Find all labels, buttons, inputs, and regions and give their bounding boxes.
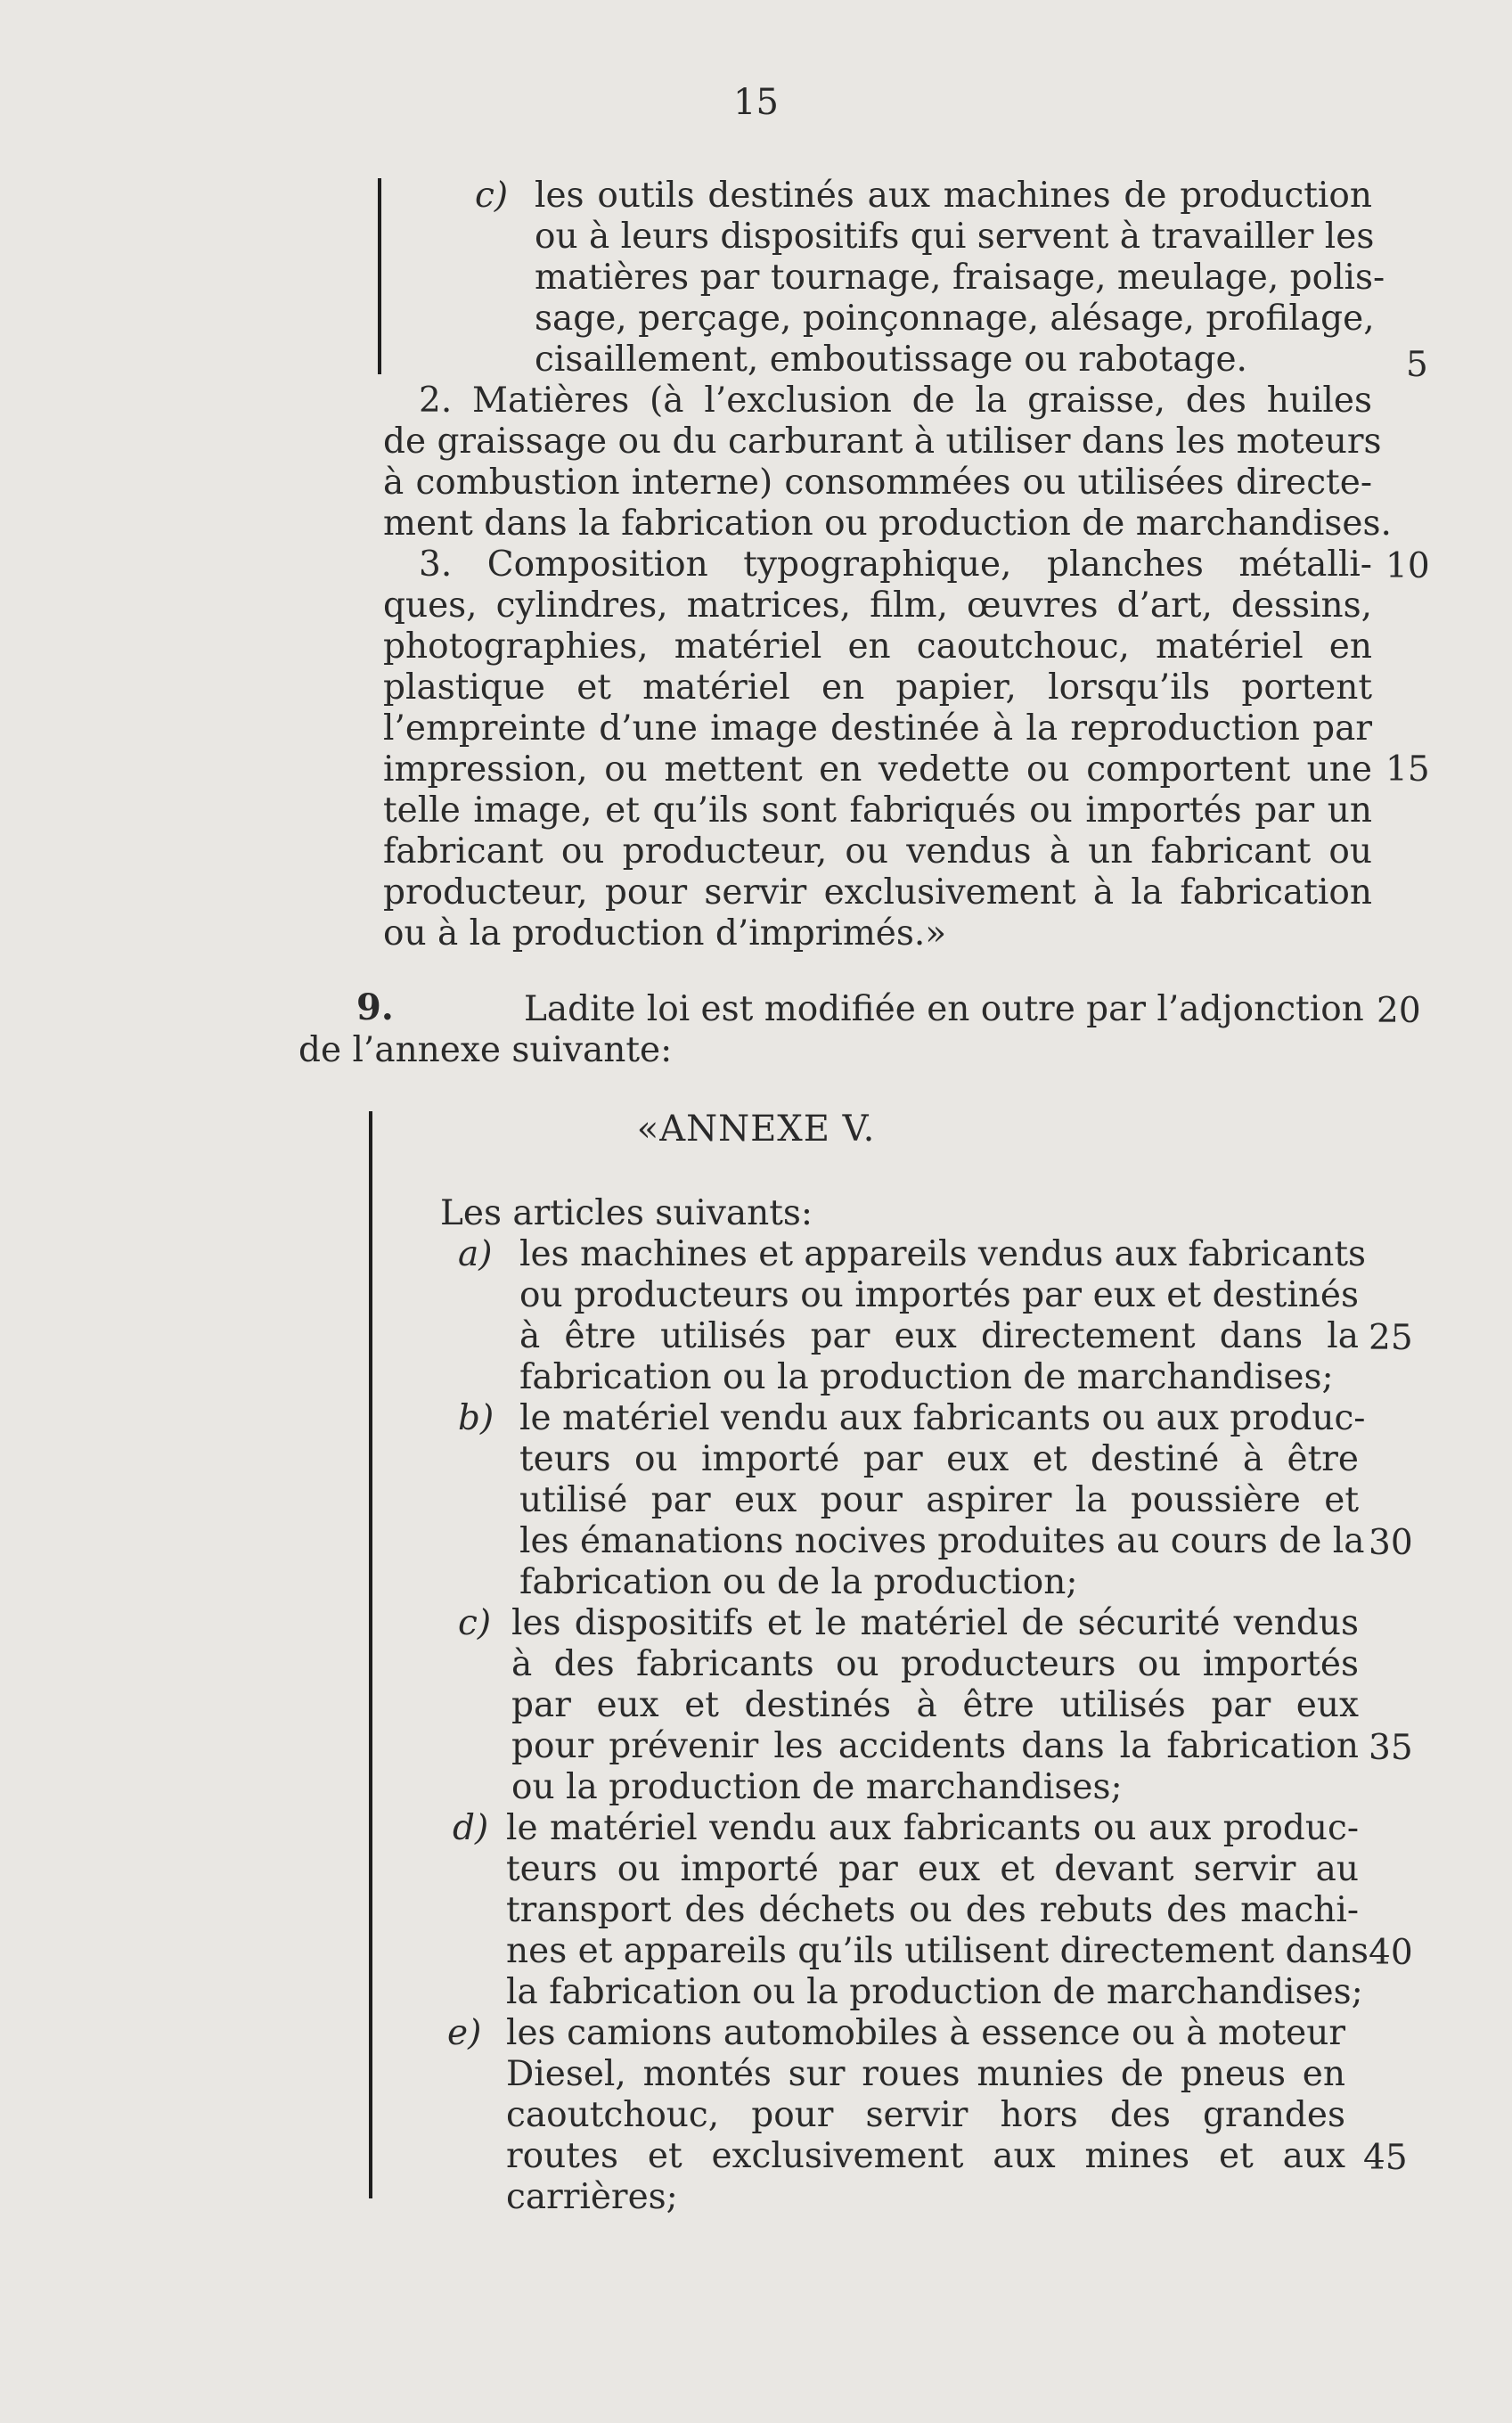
change-bar-top — [378, 178, 381, 374]
text-line: les outils destinés aux machines de production — [535, 176, 1372, 216]
line-number: 5 — [1406, 345, 1428, 385]
text-line: ou à la production d’imprimés.» — [383, 913, 947, 954]
text-line: de graissage ou du carburant à utiliser dans les moteurs — [383, 422, 1382, 462]
text-line: teurs ou importé par eux et devant servir au — [506, 1849, 1359, 1889]
text-line: le matériel vendu aux fabricants ou aux produc- — [519, 1398, 1366, 1438]
text-line: le matériel vendu aux fabricants ou aux produc- — [506, 1808, 1359, 1848]
line-number: 25 — [1369, 1318, 1413, 1358]
text-line: à des fabricants ou producteurs ou importés — [511, 1644, 1359, 1684]
page-number: 15 — [733, 82, 779, 123]
line-number: 40 — [1369, 1933, 1413, 1973]
line-number: 10 — [1385, 546, 1430, 586]
text-line: pour prévenir les accidents dans la fabrication — [511, 1726, 1359, 1766]
text-line: à combustion interne) consommées ou utilisées directe- — [383, 462, 1372, 503]
item-e-label: e) — [447, 2013, 482, 2053]
text-line: 3. Composition typographique, planches métalli- — [419, 544, 1372, 585]
line-number: 35 — [1369, 1728, 1413, 1768]
text-line: producteur, pour servir exclusivement à la fabrication — [383, 872, 1372, 913]
text-line: la fabrication ou la production de marchandises; — [506, 1972, 1363, 2012]
section-number: 9. — [356, 986, 394, 1028]
text-line: ment dans la fabrication ou production de marchandises. — [383, 503, 1392, 544]
text-line: teurs ou importé par eux et destiné à être — [519, 1439, 1359, 1479]
text-line: plastique et matériel en papier, lorsqu’ils portent — [383, 667, 1372, 708]
item-c2-label: c) — [458, 1603, 492, 1643]
text-line: à être utilisés par eux directement dans la — [519, 1316, 1359, 1356]
item-b-label: b) — [458, 1398, 494, 1438]
line-number: 20 — [1377, 991, 1421, 1031]
text-line: fabricant ou producteur, ou vendus à un fabricant ou — [383, 831, 1372, 872]
text-line: telle image, et qu’ils sont fabriqués ou importés par un — [383, 790, 1372, 831]
text-line: sage, perçage, poinçonnage, alésage, profilage, — [535, 299, 1375, 339]
text-line: utilisé par eux pour aspirer la poussière et — [519, 1480, 1359, 1520]
change-bar-annex — [369, 1111, 372, 2198]
text-line: l’empreinte d’une image destinée à la reproduction par — [383, 708, 1372, 749]
item-a-label: a) — [458, 1234, 493, 1274]
text-line: transport des déchets ou des rebuts des machi- — [506, 1890, 1359, 1930]
text-line: cisaillement, emboutissage ou rabotage. — [535, 340, 1247, 380]
text-line: ou la production de marchandises; — [511, 1767, 1123, 1807]
text-line: matières par tournage, fraisage, meulage, polis- — [535, 258, 1385, 298]
text-line: les machines et appareils vendus aux fabricants — [519, 1234, 1367, 1274]
text-line: nes et appareils qu’ils utilisent directement dans — [506, 1931, 1369, 1971]
item-c-label: c) — [475, 176, 509, 216]
item-d-label: d) — [453, 1808, 489, 1848]
text-line: ou à leurs dispositifs qui servent à travailler les — [535, 217, 1375, 257]
section-text: de l’annexe suivante: — [298, 1030, 673, 1070]
text-line: photographies, matériel en caoutchouc, matériel en — [383, 626, 1372, 667]
line-number: 45 — [1363, 2138, 1408, 2178]
text-line: ou producteurs ou importés par eux et destinés — [519, 1275, 1359, 1315]
line-number: 15 — [1385, 749, 1430, 790]
text-line: carrières; — [506, 2177, 678, 2217]
text-line: Diesel, montés sur roues munies de pneus en — [506, 2054, 1345, 2094]
section-text: Ladite loi est modifiée en outre par l’adjonction — [524, 989, 1364, 1029]
text-line: impression, ou mettent en vedette ou comportent une — [383, 749, 1372, 790]
text-line: les camions automobiles à essence ou à moteur — [506, 2013, 1345, 2053]
annex-intro: Les articles suivants: — [440, 1193, 813, 1233]
line-number: 30 — [1369, 1523, 1413, 1563]
text-line: les dispositifs et le matériel de sécurité vendus — [511, 1603, 1359, 1643]
text-line: 2. Matières (à l’exclusion de la graisse, des huiles — [419, 381, 1372, 421]
text-line: routes et exclusivement aux mines et aux — [506, 2136, 1345, 2176]
text-line: fabrication ou la production de marchandises; — [519, 1357, 1334, 1397]
text-line: ques, cylindres, matrices, film, œuvres d’art, dessins, — [383, 585, 1372, 626]
text-line: caoutchouc, pour servir hors des grandes — [506, 2095, 1345, 2135]
text-line: les émanations nocives produites au cours de la — [519, 1521, 1365, 1561]
annex-heading: «ANNEXE V. — [636, 1109, 876, 1150]
text-line: par eux et destinés à être utilisés par eux — [511, 1685, 1359, 1725]
text-line: fabrication ou de la production; — [519, 1562, 1078, 1602]
